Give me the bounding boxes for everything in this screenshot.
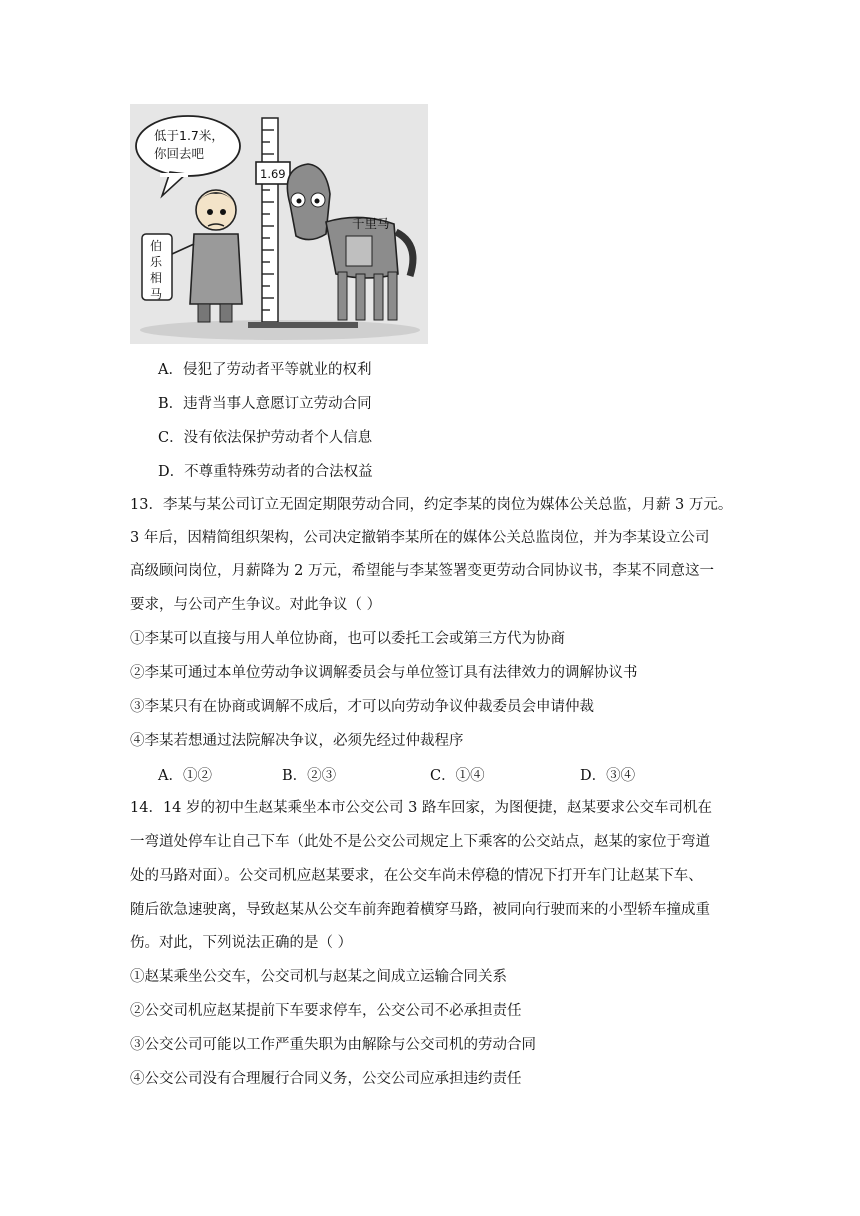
q13-statement-2: ②李某可通过本单位劳动争议调解委员会与单位签订具有法律效力的调解协议书: [130, 665, 638, 681]
cartoon-illustration: [130, 104, 428, 344]
q12-option-a: A．侵犯了劳动者平等就业的权利: [158, 362, 372, 378]
q14-statement-4: ④公交公司没有合理履行合同义务，公交公司应承担违约责任: [130, 1071, 522, 1087]
horse-label: 千里马: [352, 216, 390, 231]
q13-statement-4: ④李某若想通过法院解决争议，必须先经过仲裁程序: [130, 733, 464, 749]
q13-choice-b: B．②③: [282, 768, 337, 784]
q14-stem-line-3: 处的马路对面）。公交司机应赵某要求，在公交车尚未停稳的情况下打开车门让赵某下车、: [130, 868, 703, 884]
q12-option-c: C．没有依法保护劳动者个人信息: [158, 430, 373, 446]
q13-statement-3: ③李某只有在协商或调解不成后，才可以向劳动争议仲裁委员会申请仲裁: [130, 699, 594, 715]
speech-line-1: 低于1.7米，: [154, 128, 224, 143]
q12-option-d: D．不尊重特殊劳动者的合法权益: [158, 464, 373, 480]
scroll-char-2: 乐: [150, 255, 163, 269]
ruler-reading: 1.69: [260, 167, 286, 181]
q14-stem-line-1: 14．14 岁的初中生赵某乘坐本市公交公司 3 路车回家，为图便捷，赵某要求公交车司机在: [130, 800, 712, 816]
q13-choice-c: C．①④: [430, 768, 485, 784]
q14-stem-line-2: 一弯道处停车让自己下车（此处不是公交公司规定上下乘客的公交站点，赵某的家位于弯道: [130, 834, 710, 850]
q14-stem-line-5: 伤。对此，下列说法正确的是（ ）: [130, 935, 353, 951]
scroll-char-4: 马: [150, 287, 163, 301]
scroll-char-1: 伯: [150, 239, 163, 253]
q13-stem-line-4: 要求，与公司产生争议。对此争议（ ）: [130, 597, 382, 613]
q13-choice-d: D．③④: [580, 768, 636, 784]
q13-choices: [0, 764, 860, 784]
q13-stem-line-2: 3 年后，因精简组织架构，公司决定撤销李某所在的媒体公关总监岗位，并为李某设立公司: [130, 530, 710, 546]
q12-option-b: B．违背当事人意愿订立劳动合同: [158, 396, 372, 412]
cartoon-drawing: [130, 104, 428, 344]
scroll-char-3: 相: [150, 271, 163, 285]
q14-statement-2: ②公交司机应赵某提前下车要求停车，公交公司不必承担责任: [130, 1003, 522, 1019]
q14-statement-1: ①赵某乘坐公交车，公交司机与赵某之间成立运输合同关系: [130, 969, 507, 985]
speech-line-2: 你回去吧: [154, 146, 205, 161]
q13-statement-1: ①李某可以直接与用人单位协商，也可以委托工会或第三方代为协商: [130, 631, 565, 647]
q13-choice-a: A．①②: [158, 768, 212, 784]
q14-statement-3: ③公交公司可能以工作严重失职为由解除与公交司机的劳动合同: [130, 1037, 536, 1053]
q13-stem-line-1: 13．李某与某公司订立无固定期限劳动合同，约定李某的岗位为媒体公关总监，月薪 3 万元。: [130, 497, 733, 513]
q14-stem-line-4: 随后欲急速驶离，导致赵某从公交车前奔跑着横穿马路，被同向行驶而来的小型轿车撞成重: [130, 902, 710, 918]
q13-stem-line-3: 高级顾问岗位，月薪降为 2 万元，希望能与李某签署变更劳动合同协议书，李某不同意这一: [130, 563, 714, 579]
